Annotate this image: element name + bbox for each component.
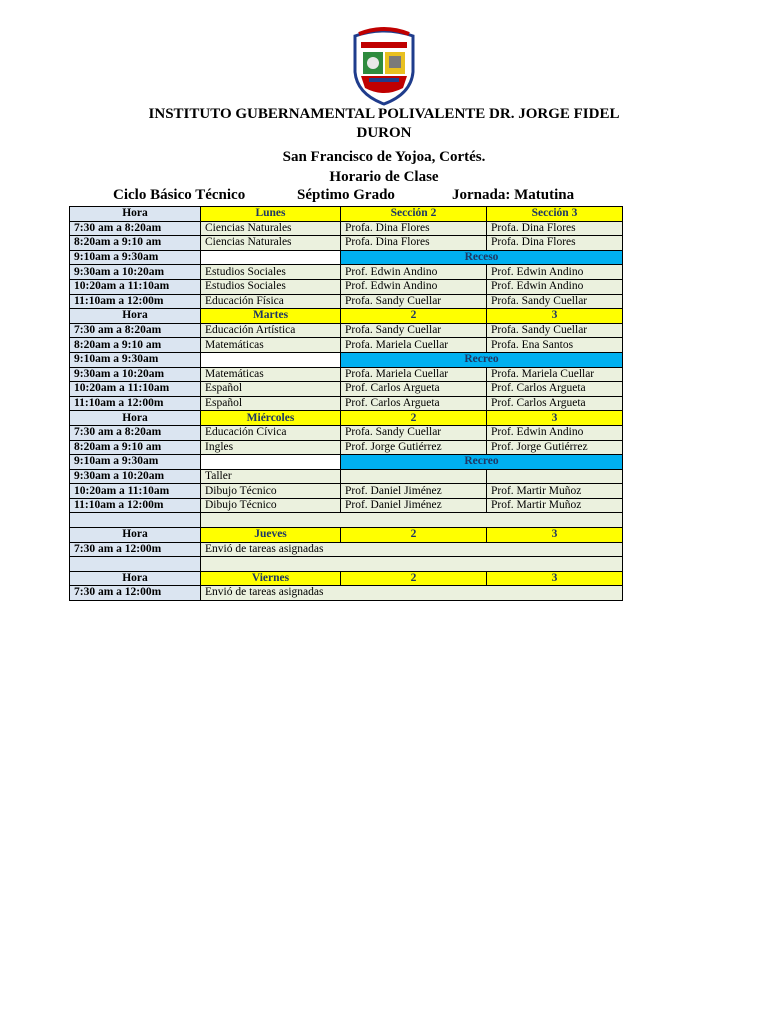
institute-title-line1: INSTITUTO GUBERNAMENTAL POLIVALENTE DR. JORGE FIDEL: [148, 106, 620, 122]
break-row: [70, 352, 623, 367]
teacher-cell-section-2: Prof. Edwin Andino: [341, 279, 487, 294]
teacher-cell-section-3: Profa. Dina Flores: [487, 221, 623, 236]
note-cell: Envió de tareas asignadas: [201, 586, 623, 601]
teacher-cell-section-3: Prof. Edwin Andino: [487, 425, 623, 440]
section-header: 3: [487, 571, 623, 586]
spacer-row: [70, 557, 623, 572]
section-header: 3: [487, 528, 623, 543]
teacher-cell-section-2: Profa. Sandy Cuellar: [341, 294, 487, 309]
schedule-table: [69, 206, 623, 601]
day-name-header: Lunes: [201, 207, 341, 222]
spacer-cell: [201, 557, 623, 572]
day-header-row: [70, 571, 623, 586]
time-cell: 11:10am a 12:00m: [70, 498, 201, 513]
teacher-cell-section-2: Profa. Sandy Cuellar: [341, 425, 487, 440]
section-header: 2: [341, 528, 487, 543]
break-label: Receso: [341, 250, 623, 265]
spacer-cell: [70, 557, 201, 572]
teacher-cell-section-2: Profa. Mariela Cuellar: [341, 338, 487, 353]
time-cell: 8:20am a 9:10 am: [70, 338, 201, 353]
teacher-cell-section-2: Prof. Edwin Andino: [341, 265, 487, 280]
time-cell: 10:20am a 11:10am: [70, 382, 201, 397]
hora-header: Hora: [70, 528, 201, 543]
subject-cell: Dibujo Técnico: [201, 498, 341, 513]
time-cell: 7:30 am a 8:20am: [70, 221, 201, 236]
class-row: [70, 236, 623, 251]
subject-cell: Educación Física: [201, 294, 341, 309]
teacher-cell-section-2: Profa. Mariela Cuellar: [341, 367, 487, 382]
teacher-cell-section-3: Profa. Ena Santos: [487, 338, 623, 353]
section-header: 2: [341, 411, 487, 426]
teacher-cell-section-2: Prof. Daniel Jiménez: [341, 498, 487, 513]
day-name-header: Viernes: [201, 571, 341, 586]
school-crest-logo: [347, 24, 421, 106]
note-row: [70, 586, 623, 601]
section-header: 3: [487, 411, 623, 426]
class-row: [70, 367, 623, 382]
break-row: [70, 250, 623, 265]
break-row: [70, 455, 623, 470]
class-row: [70, 265, 623, 280]
time-cell: 10:20am a 11:10am: [70, 484, 201, 499]
spacer-cell: [201, 513, 623, 528]
section-header: 2: [341, 571, 487, 586]
subject-cell: Ciencias Naturales: [201, 236, 341, 251]
teacher-cell-section-2: Prof. Carlos Argueta: [341, 396, 487, 411]
teacher-cell-section-3: Prof. Carlos Argueta: [487, 382, 623, 397]
section-header: Sección 2: [341, 207, 487, 222]
time-cell: 7:30 am a 12:00m: [70, 542, 201, 557]
class-row: [70, 338, 623, 353]
teacher-cell-section-2: Prof. Daniel Jiménez: [341, 484, 487, 499]
teacher-cell-section-2: Profa. Dina Flores: [341, 221, 487, 236]
teacher-cell-section-2: Profa. Dina Flores: [341, 236, 487, 251]
time-cell: 10:20am a 11:10am: [70, 279, 201, 294]
subject-cell: Español: [201, 382, 341, 397]
subject-cell: Educación Cívica: [201, 425, 341, 440]
time-cell: 9:10am a 9:30am: [70, 352, 201, 367]
day-header-row: [70, 309, 623, 324]
teacher-cell-section-3: Prof. Martir Muñoz: [487, 484, 623, 499]
class-row: [70, 469, 623, 484]
teacher-cell-section-3: Prof. Edwin Andino: [487, 279, 623, 294]
class-row: [70, 279, 623, 294]
subject-cell: Estudios Sociales: [201, 279, 341, 294]
teacher-cell-section-3: Prof. Jorge Gutiérrez: [487, 440, 623, 455]
break-empty-cell: [201, 352, 341, 367]
day-header-row: [70, 207, 623, 222]
section-header: 3: [487, 309, 623, 324]
teacher-cell-section-2: Prof. Jorge Gutiérrez: [341, 440, 487, 455]
note-row: [70, 542, 623, 557]
subject-cell: Ciencias Naturales: [201, 221, 341, 236]
time-cell: 11:10am a 12:00m: [70, 396, 201, 411]
class-row: [70, 425, 623, 440]
time-cell: 9:30am a 10:20am: [70, 469, 201, 484]
teacher-cell-section-2: Profa. Sandy Cuellar: [341, 323, 487, 338]
institute-title-line2: DURON: [356, 125, 412, 141]
class-row: [70, 221, 623, 236]
teacher-cell-section-2: Prof. Carlos Argueta: [341, 382, 487, 397]
day-name-header: Martes: [201, 309, 341, 324]
time-cell: 9:30am a 10:20am: [70, 367, 201, 382]
schedule-heading: Horario de Clase: [329, 169, 439, 185]
break-label: Recreo: [341, 455, 623, 470]
time-cell: 8:20am a 9:10 am: [70, 236, 201, 251]
break-empty-cell: [201, 250, 341, 265]
time-cell: 7:30 am a 8:20am: [70, 425, 201, 440]
teacher-cell-section-3: Prof. Martir Muñoz: [487, 498, 623, 513]
note-cell: Envió de tareas asignadas: [201, 542, 623, 557]
spacer-row: [70, 513, 623, 528]
teacher-cell-section-3: Profa. Sandy Cuellar: [487, 323, 623, 338]
break-empty-cell: [201, 455, 341, 470]
time-cell: 7:30 am a 8:20am: [70, 323, 201, 338]
class-row: [70, 294, 623, 309]
day-header-row: [70, 528, 623, 543]
teacher-cell-section-3: [487, 469, 623, 484]
time-cell: 11:10am a 12:00m: [70, 294, 201, 309]
subject-cell: Matemáticas: [201, 367, 341, 382]
class-row: [70, 323, 623, 338]
hora-header: Hora: [70, 571, 201, 586]
ciclo-label: Ciclo Básico Técnico: [113, 187, 246, 203]
subject-cell: Taller: [201, 469, 341, 484]
time-cell: 7:30 am a 12:00m: [70, 586, 201, 601]
grado-label: Séptimo Grado: [297, 187, 395, 203]
class-row: [70, 440, 623, 455]
time-cell: 9:30am a 10:20am: [70, 265, 201, 280]
subject-cell: Educación Artística: [201, 323, 341, 338]
hora-header: Hora: [70, 309, 201, 324]
class-row: [70, 382, 623, 397]
section-header: Sección 3: [487, 207, 623, 222]
day-header-row: [70, 411, 623, 426]
teacher-cell-section-3: Prof. Edwin Andino: [487, 265, 623, 280]
class-row: [70, 396, 623, 411]
teacher-cell-section-3: Profa. Mariela Cuellar: [487, 367, 623, 382]
time-cell: 8:20am a 9:10 am: [70, 440, 201, 455]
teacher-cell-section-3: Prof. Carlos Argueta: [487, 396, 623, 411]
teacher-cell-section-3: Profa. Sandy Cuellar: [487, 294, 623, 309]
subject-cell: Español: [201, 396, 341, 411]
time-cell: 9:10am a 9:30am: [70, 250, 201, 265]
section-header: 2: [341, 309, 487, 324]
time-cell: 9:10am a 9:30am: [70, 455, 201, 470]
break-label: Recreo: [341, 352, 623, 367]
teacher-cell-section-2: [341, 469, 487, 484]
location-subtitle: San Francisco de Yojoa, Cortés.: [282, 149, 486, 165]
day-name-header: Miércoles: [201, 411, 341, 426]
jornada-label: Jornada: Matutina: [452, 187, 575, 203]
day-name-header: Jueves: [201, 528, 341, 543]
hora-header: Hora: [70, 411, 201, 426]
subject-cell: Matemáticas: [201, 338, 341, 353]
hora-header: Hora: [70, 207, 201, 222]
teacher-cell-section-3: Profa. Dina Flores: [487, 236, 623, 251]
class-row: [70, 498, 623, 513]
spacer-cell: [70, 513, 201, 528]
subject-cell: Estudios Sociales: [201, 265, 341, 280]
subject-cell: Dibujo Técnico: [201, 484, 341, 499]
subject-cell: Ingles: [201, 440, 341, 455]
class-row: [70, 484, 623, 499]
